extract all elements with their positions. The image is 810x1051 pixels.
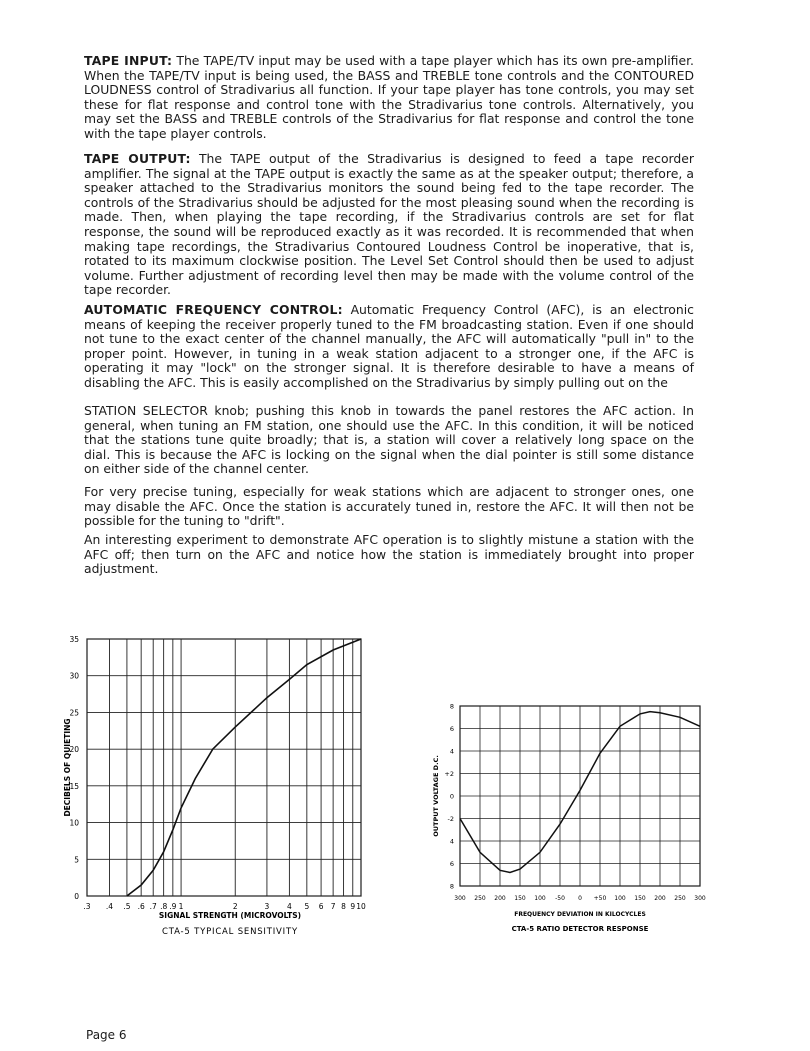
x-tick-label: 250 — [674, 895, 686, 902]
text-experiment: An interesting experiment to demonstrate AFC operation is to slightly mistune a station with the AFC off; then turn on the AFC and notice how the station is immediately brought into proper adjustment. — [84, 532, 694, 577]
x-tick-label: .8 — [160, 902, 168, 911]
x-tick-label: -50 — [555, 895, 565, 902]
text-precise-tuning: For very precise tuning, especially for weak stations which are adjacent to stronger ones, one may disable the AFC. Once the station is accurately tuned in, restore the AFC. It will then not be possible for the tuning to "drift". — [84, 484, 694, 529]
paragraph-tape-output — [84, 152, 694, 298]
x-tick-label: 5 — [304, 902, 310, 911]
y-tick-label: 30 — [69, 671, 79, 681]
x-tick-label: 200 — [654, 895, 666, 902]
y-tick-label: 8 — [449, 702, 454, 711]
x-tick-label: +50 — [593, 895, 607, 902]
y-tick-label: 6 — [449, 725, 454, 733]
plot-frame — [87, 639, 361, 896]
x-tick-label: 300 — [454, 895, 466, 902]
x-tick-label: .5 — [123, 902, 131, 911]
x-tick-label: .4 — [105, 902, 114, 911]
x-tick-label: 250 — [474, 895, 486, 902]
y-tick-label: 0 — [74, 892, 79, 901]
x-tick-label: .3 — [83, 902, 91, 911]
x-axis-label: FREQUENCY DEVIATION IN KILOCYCLES — [514, 911, 646, 918]
x-tick-label: 100 — [614, 895, 626, 902]
text-tape-output: The TAPE output of the Stradivarius is designed to feed a tape recorder amplifier. The signal at the TAPE output is exactly the same as at the speaker output; therefore, a speaker attached to the Stradivarius monitors the sound being fed to the tape recorder. The controls of the Stradivarius should be adjusted for the most pleasing sound when the recording is made. Then, when playing the tape recording, if the Stradivarius controls are set for flat response, the sound will be reproduced exactly as it was recorded. It is recommended that when making tape recordings, the Stradivarius Contoured Loudness Control be inoperative, that is, rotated to its maximum clockwise position. The Level Set Control should then be used to adjust volume. Further adjustment of recording level then may be made with the volume control of the tape recorder. — [84, 151, 694, 298]
y-axis-label: OUTPUT VOLTAGE D.C. — [432, 755, 440, 837]
text-station-selector: STATION SELECTOR knob; pushing this knob in towards the panel restores the AFC action. In general, when tuning an FM station, one should use the AFC. In this condition, it will be noticed that the stations tune quite broadly; that is, a station will cover a relatively long space on the dial. This is because the AFC is locking on the signal when the dial pointer is still some distance on either side of the channel center. — [84, 403, 694, 477]
y-tick-label: 4 — [449, 837, 454, 846]
text-tape-input: The TAPE/TV input may be used with a tape player which has its own pre-amplifier. When the TAPE/TV input is being used, the BASS and TREBLE tone controls and the CONTOURED LOUDNESS control of Stradivarius all function. If your tape player has tone controls, you may set these for flat response and control tone with the Stradivarius tone controls. Alternatively, you may set the BASS and TREBLE controls of the Stradivarius for flat response and control the tone with the tape player controls. — [84, 53, 694, 141]
x-tick-label: 3 — [264, 902, 270, 911]
x-axis-label: SIGNAL STRENGTH (MICROVOLTS) — [158, 911, 302, 920]
chart-title: CTA-5 RATIO DETECTOR RESPONSE — [511, 925, 649, 933]
y-tick-label: 4 — [449, 747, 454, 756]
x-tick-label: 100 — [534, 895, 546, 902]
x-tick-label: 300 — [694, 895, 706, 902]
series-line-sensitivity — [127, 639, 361, 896]
y-tick-label: 20 — [69, 745, 79, 755]
x-tick-label: 7 — [330, 902, 336, 911]
paragraph-precise-tuning — [84, 485, 694, 529]
x-tick-label: 200 — [494, 895, 506, 902]
x-tick-label: .7 — [149, 902, 157, 911]
x-tick-label: .9 — [169, 902, 177, 911]
x-tick-label: 1 — [178, 902, 184, 911]
x-tick-label: .6 — [137, 902, 145, 911]
y-tick-label: 8 — [449, 882, 454, 891]
y-tick-label: -2 — [447, 815, 454, 823]
heading-tape-input: TAPE INPUT: — [84, 53, 173, 68]
sensitivity-chart — [0, 620, 400, 945]
x-tick-label: 10 — [356, 902, 366, 911]
y-axis-label: DECIBELS OF QUIETING — [63, 718, 72, 817]
paragraph-experiment — [84, 533, 694, 577]
paragraph-tape-input — [84, 54, 694, 142]
y-tick-label: +2 — [444, 770, 454, 778]
x-tick-label: 8 — [341, 902, 346, 911]
y-tick-label: 5 — [74, 855, 79, 865]
x-tick-label: 9 — [350, 902, 356, 911]
x-tick-label: 6 — [318, 902, 324, 911]
x-tick-label: 4 — [287, 902, 292, 911]
y-tick-label: 35 — [69, 635, 79, 644]
heading-afc: AUTOMATIC FREQUENCY CONTROL: — [84, 302, 343, 317]
x-tick-label: 0 — [578, 895, 582, 902]
page-number: Page 6 — [86, 1028, 127, 1042]
y-tick-label: 25 — [69, 708, 79, 718]
heading-tape-output: TAPE OUTPUT: — [84, 151, 191, 166]
y-tick-label: 6 — [449, 860, 454, 868]
paragraph-afc — [84, 303, 694, 391]
y-tick-label: 15 — [69, 781, 79, 791]
paragraph-station-selector — [84, 404, 694, 477]
y-tick-label: 10 — [69, 818, 79, 828]
x-tick-label: 150 — [634, 895, 646, 902]
ratio-detector-chart — [410, 690, 710, 945]
text-afc: Automatic Frequency Control (AFC), is an electronic means of keeping the receiver properly tuned to the FM broadcasting station. Even if one should not tune to the exact center of the channel manually, the AFC will automatically "pull in" to the proper point. However, in tuning in a weak station adjacent to a stronger one, if the AFC is operating it may "lock" on the stronger signal. It is therefore desirable to have a means of disabling the AFC. This is easily accomplished on the Stradivarius by simply pulling out on the — [84, 302, 694, 390]
x-tick-label: 2 — [232, 902, 238, 911]
chart-title: CTA-5 TYPICAL SENSITIVITY — [162, 927, 298, 937]
x-tick-label: 150 — [514, 895, 526, 902]
y-tick-label: 0 — [449, 792, 454, 801]
